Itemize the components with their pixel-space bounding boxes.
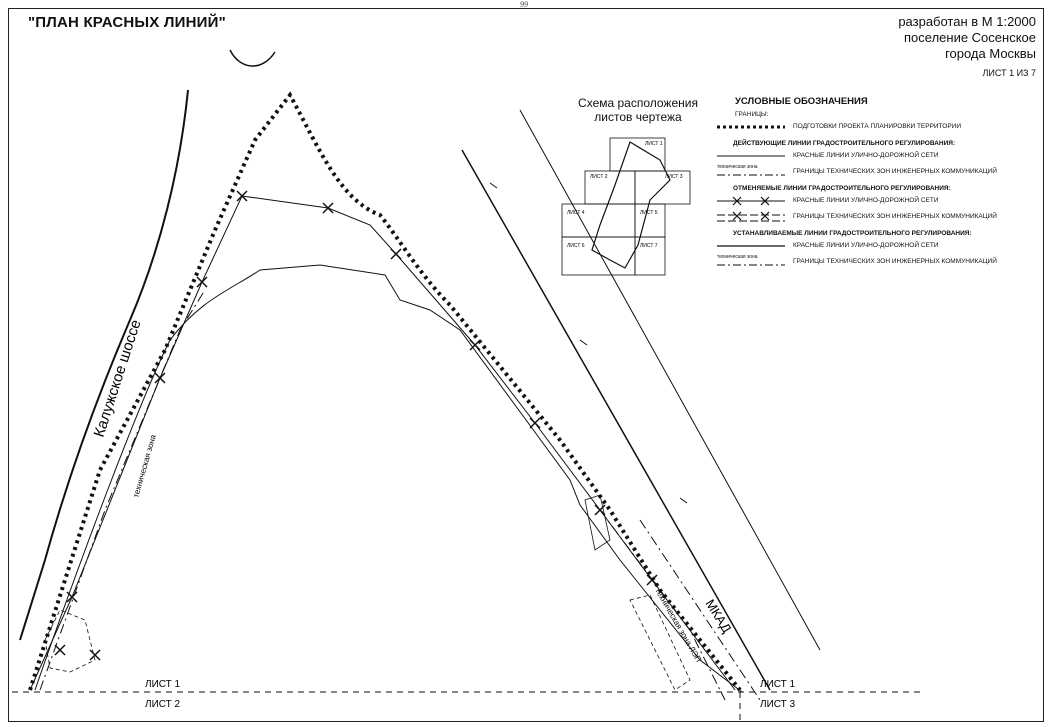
new-red-line-icon [715, 239, 790, 253]
sheet-count: ЛИСТ 1 ИЗ 7 [982, 68, 1036, 78]
legend-row-existing-tech [715, 165, 1035, 179]
legend-existing-tech-text: ГРАНИЦЫ ТЕХНИЧЕСКИХ ЗОН ИНЖЕНЕРНЫХ КОММУНИКАЦИЙ [793, 168, 997, 175]
tech-zone-symbol-existing: техническая зона [717, 164, 758, 170]
sheet-label-left-top: ЛИСТ 1 [145, 679, 181, 690]
legend-group-new: УСТАНАВЛИВАЕМЫЕ ЛИНИИ ГРАДОСТРОИТЕЛЬНОГО РЕГУЛИРОВАНИЯ: [733, 230, 972, 237]
legend-group-cancelled: ОТМЕНЯЕМЫЕ ЛИНИИ ГРАДОСТРОИТЕЛЬНОГО РЕГУЛИРОВАНИЯ: [733, 185, 951, 192]
legend-existing-red-text: КРАСНЫЕ ЛИНИИ УЛИЧНО-ДОРОЖНОЙ СЕТИ [793, 152, 939, 159]
legend [715, 96, 1035, 269]
planning-boundary-line [30, 95, 740, 690]
info-settlement: поселение Сосенское [904, 30, 1036, 45]
mkad-ticks [490, 183, 687, 503]
page-number: 99 [520, 0, 528, 9]
existing-red-line-icon [715, 149, 790, 163]
sheet-scheme-grid [562, 138, 690, 275]
legend-row-new-red [715, 239, 1035, 253]
sheet-label-right-bottom: ЛИСТ 3 [760, 699, 796, 710]
scheme-cell-6: ЛИСТ 6 [567, 243, 585, 249]
legend-group-existing: ДЕЙСТВУЮЩИЕ ЛИНИИ ГРАДОСТРОИТЕЛЬНОГО РЕГУЛИРОВАНИЯ: [733, 140, 956, 147]
sheet-label-left-bottom: ЛИСТ 2 [145, 699, 181, 710]
legend-row-planning [715, 120, 1035, 134]
legend-row-new-tech [715, 255, 1035, 269]
info-city: города Москвы [945, 46, 1036, 61]
scheme-title [558, 96, 718, 124]
planning-boundary-icon [715, 120, 790, 134]
scheme-title-line2: листов чертежа [594, 110, 682, 124]
road-label-left: Калужское шоссе [90, 317, 145, 440]
scheme-title-line1: Схема расположения [578, 96, 698, 110]
scheme-cell-7: ЛИСТ 7 [640, 243, 658, 249]
road-label-right: МКАД [702, 596, 735, 636]
cancelled-red-line-icon [715, 194, 790, 208]
cancelled-tech-zone-icon [715, 210, 790, 224]
tech-zone-label-right: техническая зона ЛЭП [653, 586, 704, 664]
tech-zone-label-left: техническая зона [131, 433, 158, 499]
legend-boundaries: ГРАНИЦЫ: [735, 111, 769, 118]
legend-row-existing-red [715, 149, 1035, 163]
scheme-cell-3: ЛИСТ 3 [665, 174, 683, 180]
legend-row-cancelled-red [715, 194, 1035, 208]
road-edge-top [230, 50, 275, 66]
legend-cancelled-tech-text: ГРАНИЦЫ ТЕХНИЧЕСКИХ ЗОН ИНЖЕНЕРНЫХ КОММУНИКАЦИЙ [793, 213, 997, 220]
scheme-cell-4: ЛИСТ 4 [567, 210, 585, 216]
legend-cancelled-red-text: КРАСНЫЕ ЛИНИИ УЛИЧНО-ДОРОЖНОЙ СЕТИ [793, 197, 939, 204]
scheme-cell-2: ЛИСТ 2 [590, 174, 608, 180]
sheet-label-right-top: ЛИСТ 1 [760, 679, 796, 690]
legend-row-cancelled-tech [715, 210, 1035, 224]
page-title: "ПЛАН КРАСНЫХ ЛИНИЙ" [28, 14, 226, 31]
cancelled-red-line-markers [55, 191, 657, 660]
legend-header: УСЛОВНЫЕ ОБОЗНАЧЕНИЯ [735, 96, 868, 107]
tech-zone-symbol-new: техническая зона [717, 254, 758, 260]
legend-new-tech-text: ГРАНИЦЫ ТЕХНИЧЕСКИХ ЗОН ИНЖЕНЕРНЫХ КОММУНИКАЦИЙ [793, 258, 997, 265]
scheme-cell-1: ЛИСТ 1 [645, 141, 663, 147]
legend-new-red-text: КРАСНЫЕ ЛИНИИ УЛИЧНО-ДОРОЖНОЙ СЕТИ [793, 242, 939, 249]
tech-zone-right [640, 520, 760, 700]
road-edge-left [20, 90, 188, 640]
legend-planning-text: ПОДГОТОВКИ ПРОЕКТА ПЛАНИРОВКИ ТЕРРИТОРИИ [793, 123, 962, 130]
scheme-cell-5: ЛИСТ 5 [640, 210, 658, 216]
info-scale: разработан в М 1:2000 [898, 14, 1036, 29]
